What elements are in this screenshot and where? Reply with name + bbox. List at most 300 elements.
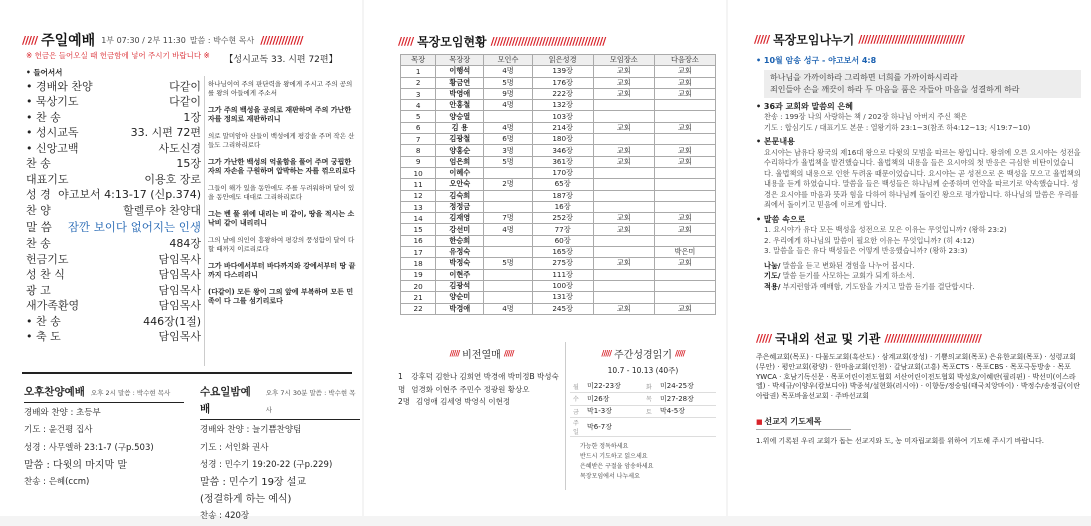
table-cell: 교회: [593, 156, 654, 167]
table-cell: 9: [401, 156, 436, 167]
table-cell: 176장: [532, 77, 593, 88]
order-item: 말 씀: [26, 219, 52, 234]
bible-tip: 은혜받은 구절을 암송하세요: [580, 463, 654, 470]
prayer-count: 2명: [398, 397, 411, 406]
cell-table: [400, 54, 716, 315]
order-item: 광 고: [26, 283, 51, 297]
table-cell: [654, 235, 715, 246]
table-row: [401, 247, 716, 258]
grace-line: 찬송 : 199장 나의 사랑하는 책 / 202장 하나님 아버지 주신 책은: [764, 112, 968, 121]
order-row: [26, 171, 201, 187]
page-sharing: [728, 0, 1091, 516]
bible-cell: [643, 418, 657, 437]
table-cell: 19: [401, 269, 436, 280]
afternoon-line: 찬송 : 은혜(ccm): [24, 477, 90, 488]
wednesday-line: 찬송 : 420장: [200, 511, 250, 522]
table-cell: [654, 179, 715, 190]
mission-list: 주은혜교회(목포) · 다물도교회(흑산도) · 삼계교회(장성) · 기쁨의교회(목포) 은유한교회(목포) · 성령교회(무안) · 평안교회(광양) · 한마음교회(인천) · 갈남교회(고흥) 목포CTS · 목포CBS · 목포극동방송 · 목포YWCA · 호남기독신문 · 목포어린이전도협회 서산어린이전도협회 박성호/이혜란(필리핀) · 박선미(이스라엘) · 박세규/이양우(캄보디아) 박종석/설현화(러시아) · 이향동/정승임(태국치앙마이) · 박정수/송정금(이란아랍권) 목포바울선교회 · 주바선교회: [756, 353, 1081, 401]
table-cell: 교회: [593, 258, 654, 269]
table-cell: 5명: [484, 258, 532, 269]
order-value: 담임목사: [158, 283, 201, 297]
prayer-names: 강후덕 김한나 김희연 박경애 박미정B 박성숙 엄경화 이현주 주민수 정광원 황상오: [411, 372, 559, 394]
table-cell: [484, 167, 532, 178]
table-cell: 131장: [532, 292, 593, 303]
order-item: • 경배와 찬양: [26, 79, 93, 93]
title-decoration: /////: [503, 349, 514, 358]
title-decoration: ///////////////////////////////////: [858, 33, 964, 46]
apply-value: 말씀을 듣고 변화된 경험을 나누어 봅시다.: [780, 260, 915, 270]
table-cell: 6: [401, 122, 436, 133]
table-cell: [654, 167, 715, 178]
title-decoration: /////: [601, 349, 612, 358]
table-cell: 361장: [532, 156, 593, 167]
table-row: [401, 280, 716, 291]
wednesday-line: 말씀 : 민수기 19장 설교: [200, 477, 307, 489]
table-row: [401, 179, 716, 190]
table-cell: 2명: [484, 179, 532, 190]
mission-prayer-title: 선교지 기도제목: [764, 416, 822, 426]
order-row: [26, 313, 201, 329]
table-cell: 4명: [484, 224, 532, 235]
table-cell: 양승열: [436, 111, 484, 122]
questions-heading: • 말씀 속으로: [756, 214, 806, 224]
table-cell: 박은미: [654, 247, 715, 258]
bible-cell: 금: [570, 405, 584, 418]
table-row: [401, 100, 716, 111]
table-row: [401, 77, 716, 88]
bible-table: [570, 380, 716, 437]
table-cell: 박정숙: [436, 258, 484, 269]
table-cell: 교회: [654, 224, 715, 235]
table-row: [401, 156, 716, 167]
table-cell: 5명: [484, 156, 532, 167]
order-item: • 묵상기도: [26, 95, 79, 109]
table-header-cell: 읽은성경: [532, 55, 593, 66]
table-cell: 양홍순: [436, 145, 484, 156]
apply-value: 부지런함과 예배함, 기도함을 가지고 말씀 듣기를 결단합시다.: [780, 281, 975, 291]
reading-verse: 그가 주의 백성을 공의로 재판하며 주의 가난한 자를 정의로 재판하리니: [208, 106, 352, 123]
table-cell: 13: [401, 201, 436, 212]
table-row: [401, 167, 716, 178]
table-cell: [593, 292, 654, 303]
afternoon-title: 오후찬양예배: [24, 386, 85, 398]
order-row: [26, 236, 201, 252]
worship-order: [26, 66, 201, 344]
table-cell: 교회: [654, 122, 715, 133]
table-cell: 103장: [532, 111, 593, 122]
title-decoration: /////: [449, 349, 460, 358]
table-cell: 엄은희: [436, 156, 484, 167]
table-cell: 5명: [484, 77, 532, 88]
table-cell: [593, 134, 654, 145]
table-cell: [654, 269, 715, 280]
table-cell: 7명: [484, 213, 532, 224]
grace-line: 기도 : 합심기도 / 대표기도 본문 : 열왕기하 23:1~3(참조 하4:12~13; 시19:7~10): [764, 122, 1031, 132]
table-cell: 3: [401, 88, 436, 99]
table-header-row: [401, 55, 716, 66]
order-value: 다같이: [169, 79, 201, 93]
table-cell: 김광석: [436, 280, 484, 291]
afternoon-line: 성경 : 사무엘하 23:1-7 (구p.503): [24, 442, 154, 453]
order-row: [26, 298, 201, 314]
table-cell: 4명: [484, 100, 532, 111]
wednesday-sub: 오후 7시 30분 말씀 : 박수현 목사: [265, 389, 356, 415]
afternoon-line: 기도 : 윤건평 집사: [24, 425, 93, 436]
table-cell: 김재영: [436, 213, 484, 224]
table-cell: [654, 190, 715, 201]
bible-cell: 수: [570, 393, 584, 406]
table-cell: 강선미: [436, 224, 484, 235]
table-cell: [593, 111, 654, 122]
table-cell: 170장: [532, 167, 593, 178]
table-cell: [593, 280, 654, 291]
table-cell: 275장: [532, 258, 593, 269]
table-cell: 4: [401, 100, 436, 111]
table-row: [401, 213, 716, 224]
table-cell: 안홍철: [436, 100, 484, 111]
table-cell: [593, 100, 654, 111]
order-item: 찬 송: [26, 237, 51, 251]
questions: [756, 225, 1081, 257]
bible-tip: 목장모임에서 나누세요: [580, 473, 640, 480]
sharing-title: 목장모임나누기: [773, 33, 855, 47]
worship-title: 주일예배: [41, 33, 96, 49]
table-row: [401, 122, 716, 133]
responsive-reading: [208, 80, 356, 314]
cell-title: 목장모임현황: [417, 35, 487, 49]
table-cell: 12: [401, 190, 436, 201]
order-item: 대표기도: [26, 172, 69, 186]
body-text: 요시야는 남유다 왕국의 제16대 왕으로 다윗의 모범을 따르는 왕입니다. 왕위에 오른 요시야는 성전을 수리하다가 율법책을 발견했습니다. 율법책의 내용을 들은 요시야의 첫 반응은 극심한 비탄이었습니다. 율법책의 내용으로 인한 두려움 때문이었습니다. 요시야는 곧 성전으로 온 백성을 모으고 율법책의 내용을 듣게 하였습니다. 말씀을 들은 백성들은 하나님께 순종하며 언약을 따르기로 약속했습니다. 성경은 요시야를 마음과 뜻과 힘을 다하여 하나님께 돌이킨 왕으로 평가합니다. 하나님의 말씀은 우리를 죄에서 돌이키고 믿음에 이르게 합니다.: [764, 147, 1081, 209]
reading-verse: 그의 날에 의인이 흥왕하여 평강의 풍성함이 달이 다할 때까지 이르리로다: [208, 236, 355, 253]
table-cell: 이혜수: [436, 167, 484, 178]
apply-key: 적용/: [764, 281, 781, 291]
table-cell: [654, 111, 715, 122]
reading-verse: 그가 가난한 백성의 억울함을 풀어 주며 궁핍한 자의 자손을 구원하며 압박하는 자를 꺾으리로다: [208, 158, 356, 175]
order-row: [26, 267, 201, 283]
table-cell: [484, 292, 532, 303]
bible-cell: 미22-23장: [584, 380, 643, 393]
mission-prayer-text: 1.위에 기록된 우리 교회가 돕는 선교지와 도, 농 미자립교회를 위하여 기도해 주시기 바랍니다.: [756, 436, 1045, 445]
apply-key: 기도/: [764, 271, 781, 280]
table-cell: 222장: [532, 88, 593, 99]
bible-title: 주간성경읽기: [614, 350, 672, 361]
title-decoration: /////: [674, 349, 685, 358]
table-row: [401, 258, 716, 269]
order-value: 잠깐 보이다 없어지는 인생: [67, 219, 201, 234]
table-cell: 8: [401, 145, 436, 156]
table-cell: 교회: [654, 77, 715, 88]
divider: [204, 76, 205, 366]
table-cell: 77장: [532, 224, 593, 235]
bible-cell: 화: [643, 380, 657, 393]
bible-tip: 반드시 기도하고 읽으세요: [580, 453, 648, 460]
wednesday-line: 경배와 찬양 : 늘기쁨찬양팀: [200, 425, 302, 436]
order-row: [26, 125, 201, 141]
table-row: [401, 235, 716, 246]
order-value: 33. 시편 72편: [130, 126, 201, 140]
bible-tip: 가능한 정독하세요: [580, 443, 629, 450]
table-cell: 정정금: [436, 201, 484, 212]
table-cell: 252장: [532, 213, 593, 224]
table-cell: 1: [401, 66, 436, 77]
bible-cell: 목: [643, 393, 657, 406]
application: [756, 261, 1081, 293]
table-cell: [484, 247, 532, 258]
worship-preacher: 말씀 : 박수현 목사: [189, 35, 255, 45]
table-header-cell: 모임장소: [593, 55, 654, 66]
table-cell: [484, 190, 532, 201]
prayer-section: [398, 342, 566, 490]
table-cell: 오안숙: [436, 179, 484, 190]
bible-cell: 막6-7장: [584, 418, 643, 437]
order-item: • 찬 송: [26, 110, 61, 124]
order-item: • 축 도: [26, 330, 61, 344]
afternoon-sub: 오후 2시 말씀 : 박수현 목사: [90, 389, 171, 397]
question: 3. 말씀을 들은 유다 백성들은 어떻게 반응했습니까? (왕하 23:3): [764, 246, 968, 255]
table-cell: 교회: [593, 88, 654, 99]
table-cell: 16장: [532, 201, 593, 212]
table-cell: 21: [401, 292, 436, 303]
table-cell: 60장: [532, 235, 593, 246]
order-row: [26, 251, 201, 267]
table-cell: [593, 201, 654, 212]
table-cell: 박경애: [436, 303, 484, 314]
table-cell: 교회: [654, 258, 715, 269]
table-cell: 한승희: [436, 235, 484, 246]
prayer-names: 김영애 김세영 박영식 이현정: [416, 397, 511, 406]
bible-row: [570, 418, 716, 437]
mission-prayer: [756, 416, 1081, 446]
page-cell-groups: [364, 0, 726, 516]
table-cell: 유정숙: [436, 247, 484, 258]
table-cell: 11: [401, 179, 436, 190]
worship-header: [22, 30, 352, 50]
afternoon-service: [24, 384, 184, 491]
table-cell: 5: [401, 111, 436, 122]
table-cell: 18: [401, 258, 436, 269]
table-cell: 132장: [532, 100, 593, 111]
table-row: [401, 201, 716, 212]
table-cell: [593, 247, 654, 258]
table-cell: 6명: [484, 134, 532, 145]
table-cell: 165장: [532, 247, 593, 258]
order-item: 헌금기도: [26, 252, 69, 266]
mission-title: 국내외 선교 및 기관: [775, 332, 881, 346]
table-cell: [654, 292, 715, 303]
table-cell: 교회: [593, 122, 654, 133]
table-cell: 346장: [532, 145, 593, 156]
worship-times: 1부 07:30 / 2부 11:30: [101, 35, 186, 45]
table-row: [401, 66, 716, 77]
table-cell: 박영애: [436, 88, 484, 99]
order-row: [26, 109, 201, 125]
wednesday-line: 성경 : 민수기 19:20-22 (구p.229): [200, 459, 333, 470]
table-header-cell: 모인수: [484, 55, 532, 66]
apply-line: [764, 271, 1081, 282]
bible-cell: 미26장: [584, 393, 643, 406]
table-cell: 139장: [532, 66, 593, 77]
bible-cell: 미24-25장: [657, 380, 716, 393]
wednesday-service: [200, 384, 360, 526]
table-cell: 4명: [484, 303, 532, 314]
reading-verse: 그들이 해가 있을 동안에도 주를 두려워하며 달이 있을 동안에도 대대로 그리하리로다: [208, 184, 355, 201]
order-value: 15장: [176, 157, 201, 171]
table-cell: 김광철: [436, 134, 484, 145]
table-cell: [654, 201, 715, 212]
table-cell: 180장: [532, 134, 593, 145]
title-decoration: //////////////: [260, 33, 303, 47]
bible-cell: 미27-28장: [657, 393, 716, 406]
table-header-cell: 목장장: [436, 55, 484, 66]
table-cell: [484, 111, 532, 122]
apply-line: [764, 261, 1081, 272]
table-cell: [593, 179, 654, 190]
table-cell: 교회: [593, 145, 654, 156]
question: 2. 우리에게 하나님의 말씀이 필요한 이유는 무엇입니까? (히 4:12): [764, 235, 975, 245]
table-cell: 교회: [593, 213, 654, 224]
order-row: [26, 282, 201, 298]
table-row: [401, 292, 716, 303]
wednesday-line: (정결하게 하는 예식): [200, 494, 292, 506]
prayer-title: 비전열매: [462, 350, 501, 361]
order-item: 찬 양: [26, 203, 51, 217]
table-cell: 교회: [654, 88, 715, 99]
grace-info: [756, 112, 1081, 133]
grace-heading: • 36과 교회와 말씀의 은혜: [756, 101, 853, 111]
table-cell: [593, 190, 654, 201]
bible-cell: 막1-3장: [584, 405, 643, 418]
order-value: 1장: [183, 110, 201, 124]
afternoon-line: 경배와 찬양 : 초등부: [24, 408, 101, 419]
order-value: 담임목사: [158, 252, 201, 266]
apply-value: 말씀 듣기를 사모하는 교회가 되게 하소서.: [780, 271, 915, 280]
reading-verse: 하나님이여 주의 판단력을 왕에게 주시고 주의 공의를 왕의 아들에게 주소서: [208, 80, 353, 97]
title-decoration: /////: [756, 332, 772, 345]
title-decoration: ////////////////////////////////: [884, 332, 981, 345]
bible-row: [570, 393, 716, 406]
table-cell: [654, 100, 715, 111]
table-cell: 14: [401, 213, 436, 224]
bible-cell: 막4-5장: [657, 405, 716, 418]
table-cell: 3명: [484, 145, 532, 156]
bottom-box: [398, 342, 716, 490]
bible-section: [570, 342, 716, 490]
order-row: [26, 78, 201, 94]
table-cell: 7: [401, 134, 436, 145]
table-cell: 교회: [593, 77, 654, 88]
order-row: [26, 187, 201, 203]
table-cell: [593, 269, 654, 280]
table-header-cell: 다음장소: [654, 55, 715, 66]
reading-verse: (다같이) 모든 왕이 그의 앞에 부복하며 모든 민족이 다 그를 섬기리로다: [208, 288, 354, 305]
order-value: 사도신경: [158, 141, 201, 155]
table-cell: 교회: [654, 145, 715, 156]
table-row: [401, 224, 716, 235]
order-item: • 성시교독: [26, 126, 79, 140]
table-cell: 교회: [654, 156, 715, 167]
bible-cell: 토: [643, 405, 657, 418]
bible-tips: [570, 442, 716, 482]
table-cell: [654, 134, 715, 145]
memory-verse: [764, 70, 1081, 98]
table-cell: 이현주: [436, 269, 484, 280]
table-row: [401, 111, 716, 122]
prayer-list: [398, 371, 565, 409]
table-cell: 65장: [532, 179, 593, 190]
bible-cell: 월: [570, 380, 584, 393]
order-value: 담임목사: [158, 330, 201, 344]
order-value: 484장: [169, 237, 201, 251]
order-row: [26, 94, 201, 110]
offering-notice: ※ 헌금은 들어오실 때 헌금함에 넣어 주시기 바랍니다 ※: [26, 51, 210, 60]
table-cell: 20: [401, 280, 436, 291]
order-value: 야고보서 4:13-17 (신p.374): [58, 188, 201, 202]
order-row: [26, 329, 201, 345]
title-decoration: ■: [756, 417, 762, 426]
table-cell: [484, 280, 532, 291]
order-value: 담임목사: [158, 268, 201, 282]
table-cell: 교회: [654, 66, 715, 77]
order-item: • 들어서서: [26, 67, 63, 77]
table-cell: [654, 280, 715, 291]
table-cell: 교회: [593, 303, 654, 314]
title-decoration: /////: [754, 33, 770, 46]
table-cell: 100장: [532, 280, 593, 291]
reading-verse: 의로 말미암아 산들이 백성에게 평강을 주며 작은 산들도 그리하리로다: [208, 132, 355, 149]
order-row: [26, 156, 201, 172]
order-item: • 찬 송: [26, 314, 61, 328]
prayer-entry: [398, 371, 565, 396]
table-cell: 교회: [654, 303, 715, 314]
table-row: [401, 145, 716, 156]
order-row: [26, 140, 201, 156]
table-cell: 187장: [532, 190, 593, 201]
verse-line: 하나님을 가까이하라 그리하면 너희를 가까이하시리라: [770, 72, 958, 82]
table-cell: 16: [401, 235, 436, 246]
verse-heading: • 10월 암송 성구 - 야고보서 4:8: [756, 56, 877, 65]
table-cell: 2: [401, 77, 436, 88]
table-cell: 22: [401, 303, 436, 314]
prayer-count: 1명: [398, 372, 406, 394]
question: 1. 요시야가 유다 모든 백성을 성전으로 모은 이유는 무엇입니까? (왕하 23:2): [764, 225, 1007, 234]
bible-row: [570, 380, 716, 393]
table-row: [401, 88, 716, 99]
table-cell: 교회: [593, 224, 654, 235]
order-value: 다같이: [169, 95, 201, 109]
order-item: 성 경: [26, 188, 51, 202]
reading-verse: 그가 바다에서부터 바다까지와 강에서부터 땅 끝까지 다스리리니: [208, 262, 356, 279]
order-item: 성 찬 식: [26, 268, 65, 282]
table-cell: 17: [401, 247, 436, 258]
apply-line: [764, 282, 1081, 293]
order-value: 446장(1절): [143, 314, 201, 328]
table-cell: [484, 235, 532, 246]
order-row: [26, 218, 201, 236]
bible-date: 10.7 - 10.13 (40주): [607, 366, 679, 375]
order-value: 이용호 장로: [144, 172, 201, 186]
table-cell: 4명: [484, 122, 532, 133]
bible-row: [570, 405, 716, 418]
table-cell: 교회: [593, 66, 654, 77]
table-cell: 10: [401, 167, 436, 178]
order-item: 찬 송: [26, 157, 51, 171]
table-row: [401, 134, 716, 145]
table-cell: [484, 269, 532, 280]
table-cell: 김숙희: [436, 190, 484, 201]
order-value: 할렐루야 찬양대: [123, 203, 201, 217]
apply-key: 나눔/: [764, 260, 781, 270]
